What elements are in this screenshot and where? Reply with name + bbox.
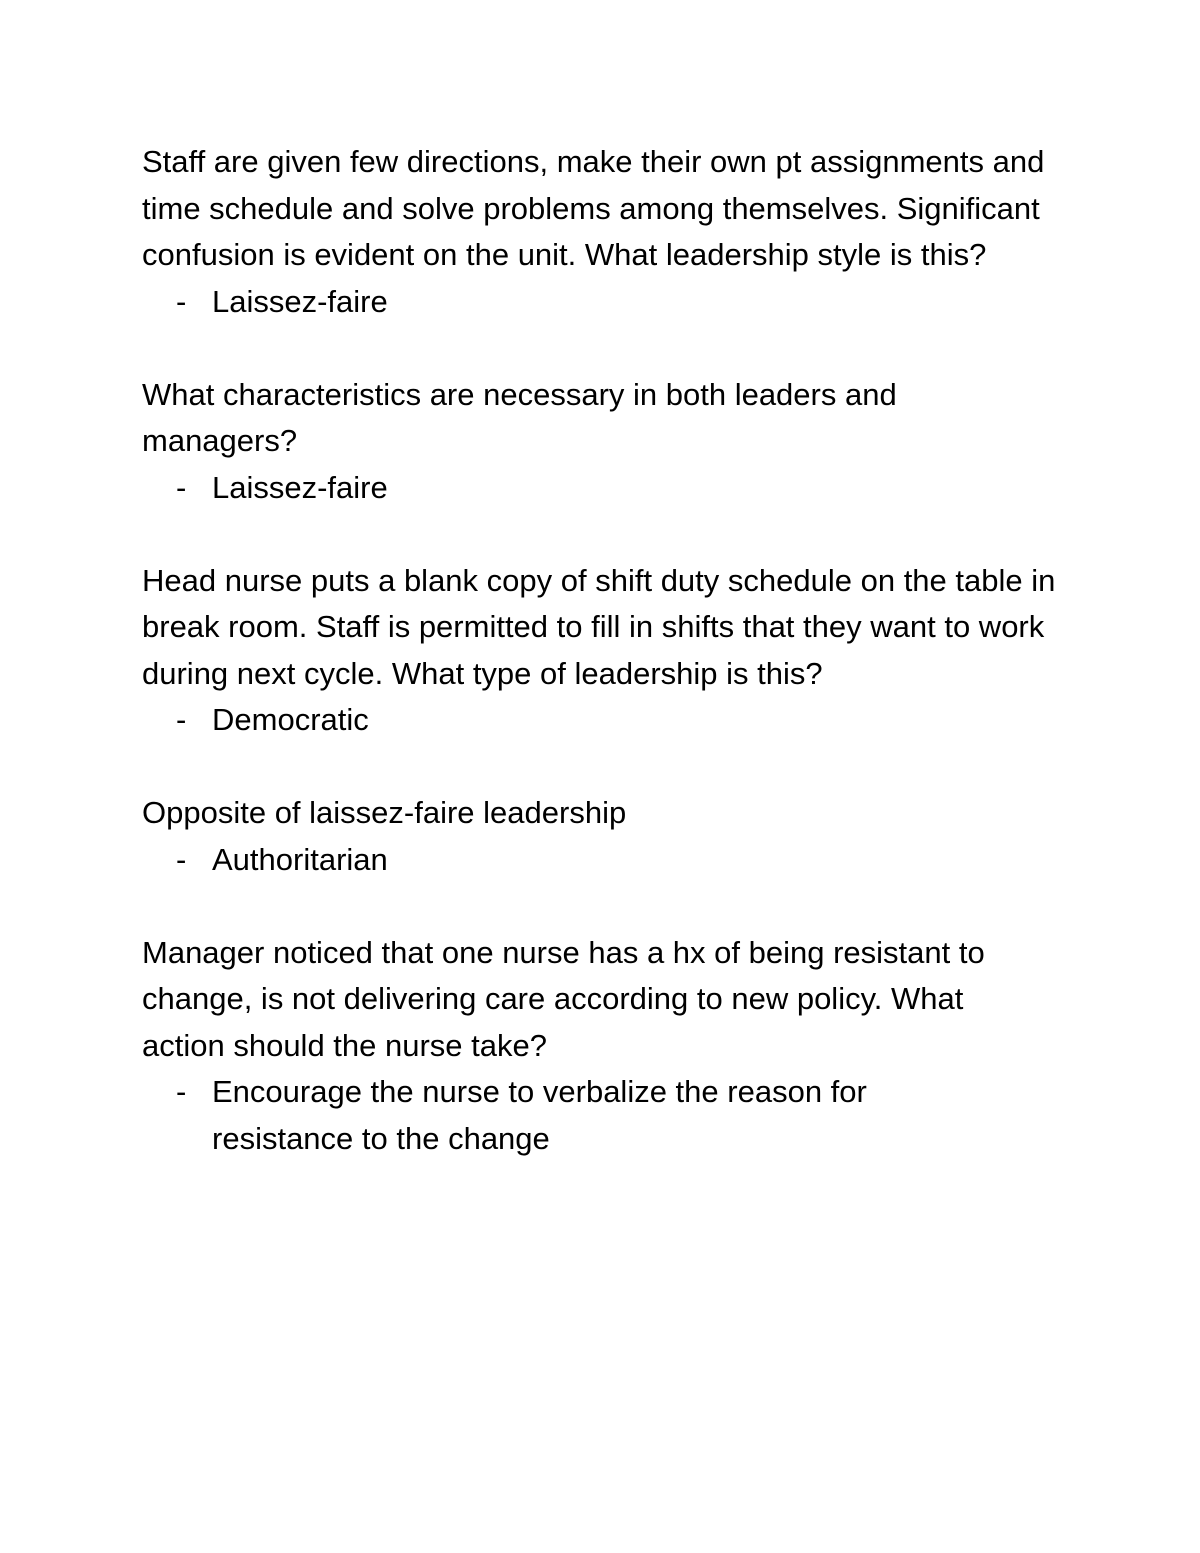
qa-block xyxy=(142,930,1082,1163)
bullet-dash: - xyxy=(176,469,187,505)
answer-list xyxy=(142,837,1082,884)
answer-item xyxy=(142,697,1082,744)
bullet-dash: - xyxy=(176,702,187,737)
question-text: Opposite of laissez-faire leadership xyxy=(142,795,627,830)
question-text: What characteristics are necessary in both leaders and managers? xyxy=(142,376,897,458)
answer-item xyxy=(142,1069,1012,1162)
answer-list xyxy=(142,1069,1082,1162)
question-text: Manager noticed that one nurse has a hx of being resistant to change, is not delivering care according to new policy. What action should the nurse take? xyxy=(142,934,985,1063)
bullet-dash: - xyxy=(176,1074,187,1109)
answer-text: Authoritarian xyxy=(212,841,388,877)
qa-block xyxy=(142,790,1082,883)
bullet-dash: - xyxy=(176,841,187,877)
question-text: Staff are given few directions, make their own pt assignments and time schedule and solve problems among themselves. Significant confusion is evident on the unit. What leadership style is this? xyxy=(142,144,1045,272)
answer-item xyxy=(142,279,1082,326)
answer-text: Democratic xyxy=(212,702,369,737)
qa-block xyxy=(142,139,1082,325)
qa-block xyxy=(142,558,1082,744)
answer-list xyxy=(142,697,1082,744)
answer-text: Laissez-faire xyxy=(212,283,388,319)
document-content xyxy=(142,139,1082,1209)
answer-text: Laissez-faire xyxy=(212,469,388,505)
question-text: Head nurse puts a blank copy of shift duty schedule on the table in break room. Staff is permitted to fill in shifts that they want to work during next cycle. What type of leadership is this? xyxy=(142,562,1056,691)
answer-item xyxy=(142,465,1082,512)
bullet-dash: - xyxy=(176,283,187,319)
answer-list xyxy=(142,279,1082,326)
qa-block xyxy=(142,372,1082,512)
answer-item xyxy=(142,837,1082,884)
answer-text: Encourage the nurse to verbalize the reason for resistance to the change xyxy=(212,1074,867,1156)
answer-list xyxy=(142,465,1082,512)
